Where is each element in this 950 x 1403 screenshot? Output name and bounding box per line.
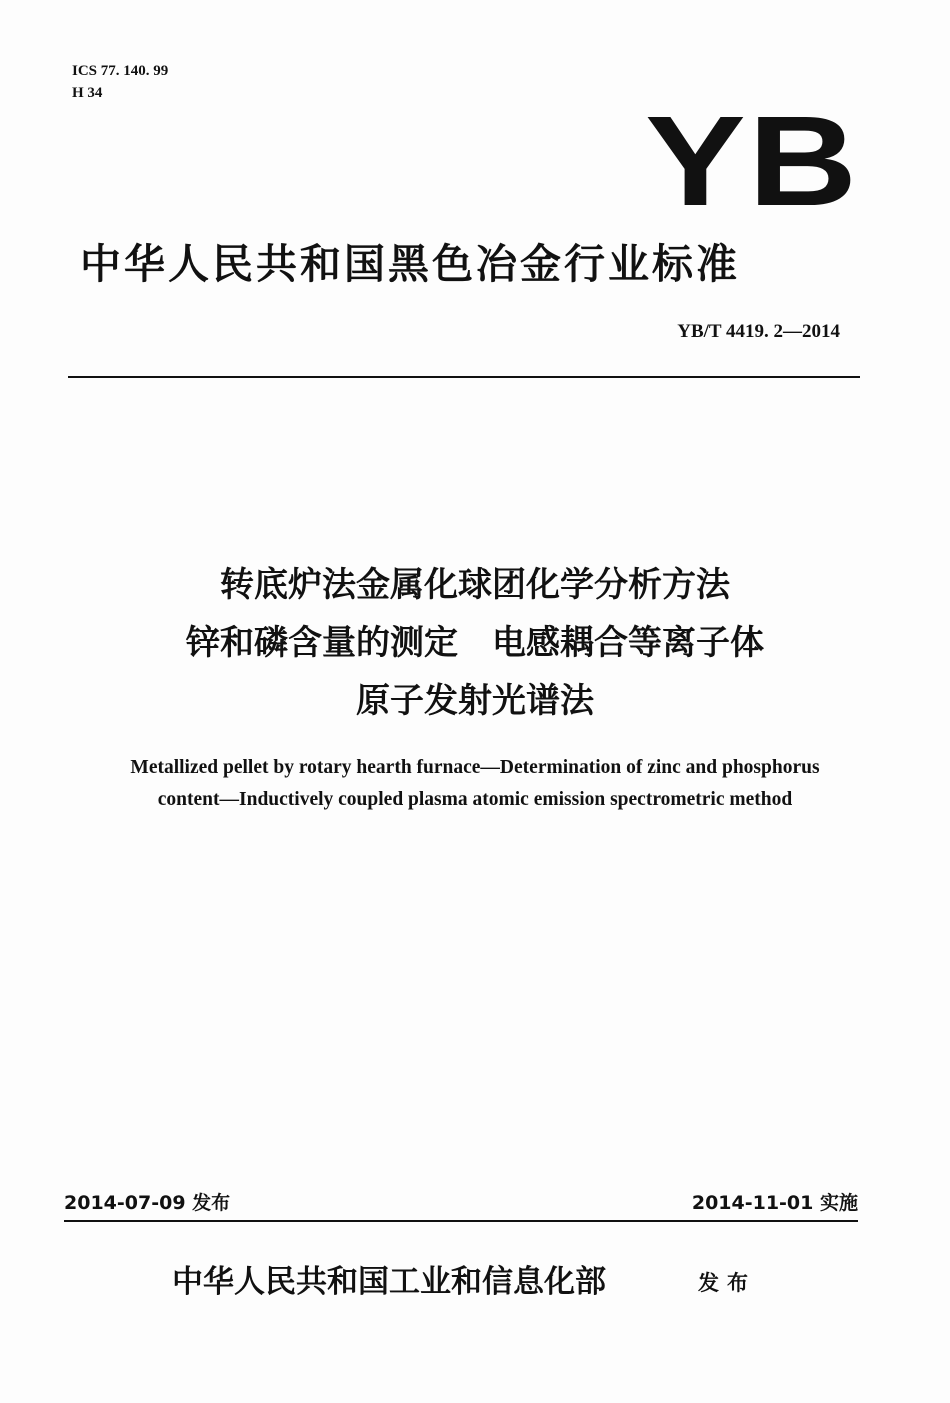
- industry-standard-title: 中华人民共和国黑色冶金行业标准: [80, 240, 740, 288]
- ccs-code: H 34: [72, 85, 103, 101]
- implementation-date: 2014-11-01 实施: [691, 1192, 858, 1214]
- chinese-title-line-2: 锌和磷含量的测定 电感耦合等离子体: [186, 623, 764, 663]
- issuing-authority: 中华人民共和国工业和信息化部: [172, 1264, 606, 1300]
- english-title-line-2: content—Inductively coupled plasma atomic emission spectrometric method: [157, 789, 793, 810]
- chinese-title-line-3: 原子发射光谱法: [356, 681, 594, 721]
- issue-date: 2014-07-09 发布: [64, 1192, 231, 1214]
- footer-divider: [64, 1220, 858, 1222]
- english-title: [60, 752, 890, 816]
- chinese-title-line-1: 转底炉法金属化球团化学分析方法: [220, 565, 730, 605]
- yb-logo: YB: [645, 90, 860, 233]
- classification-codes: [72, 60, 168, 104]
- issuing-verb: 发布: [698, 1270, 756, 1295]
- english-title-line-1: Metallized pellet by rotary hearth furnace—Determination of zinc and phosphorus: [130, 757, 820, 778]
- header-divider: [68, 376, 860, 378]
- ics-code: ICS 77. 140. 99: [72, 63, 169, 79]
- chinese-title: [0, 556, 950, 730]
- standard-number: YB/T 4419. 2—2014: [677, 321, 840, 342]
